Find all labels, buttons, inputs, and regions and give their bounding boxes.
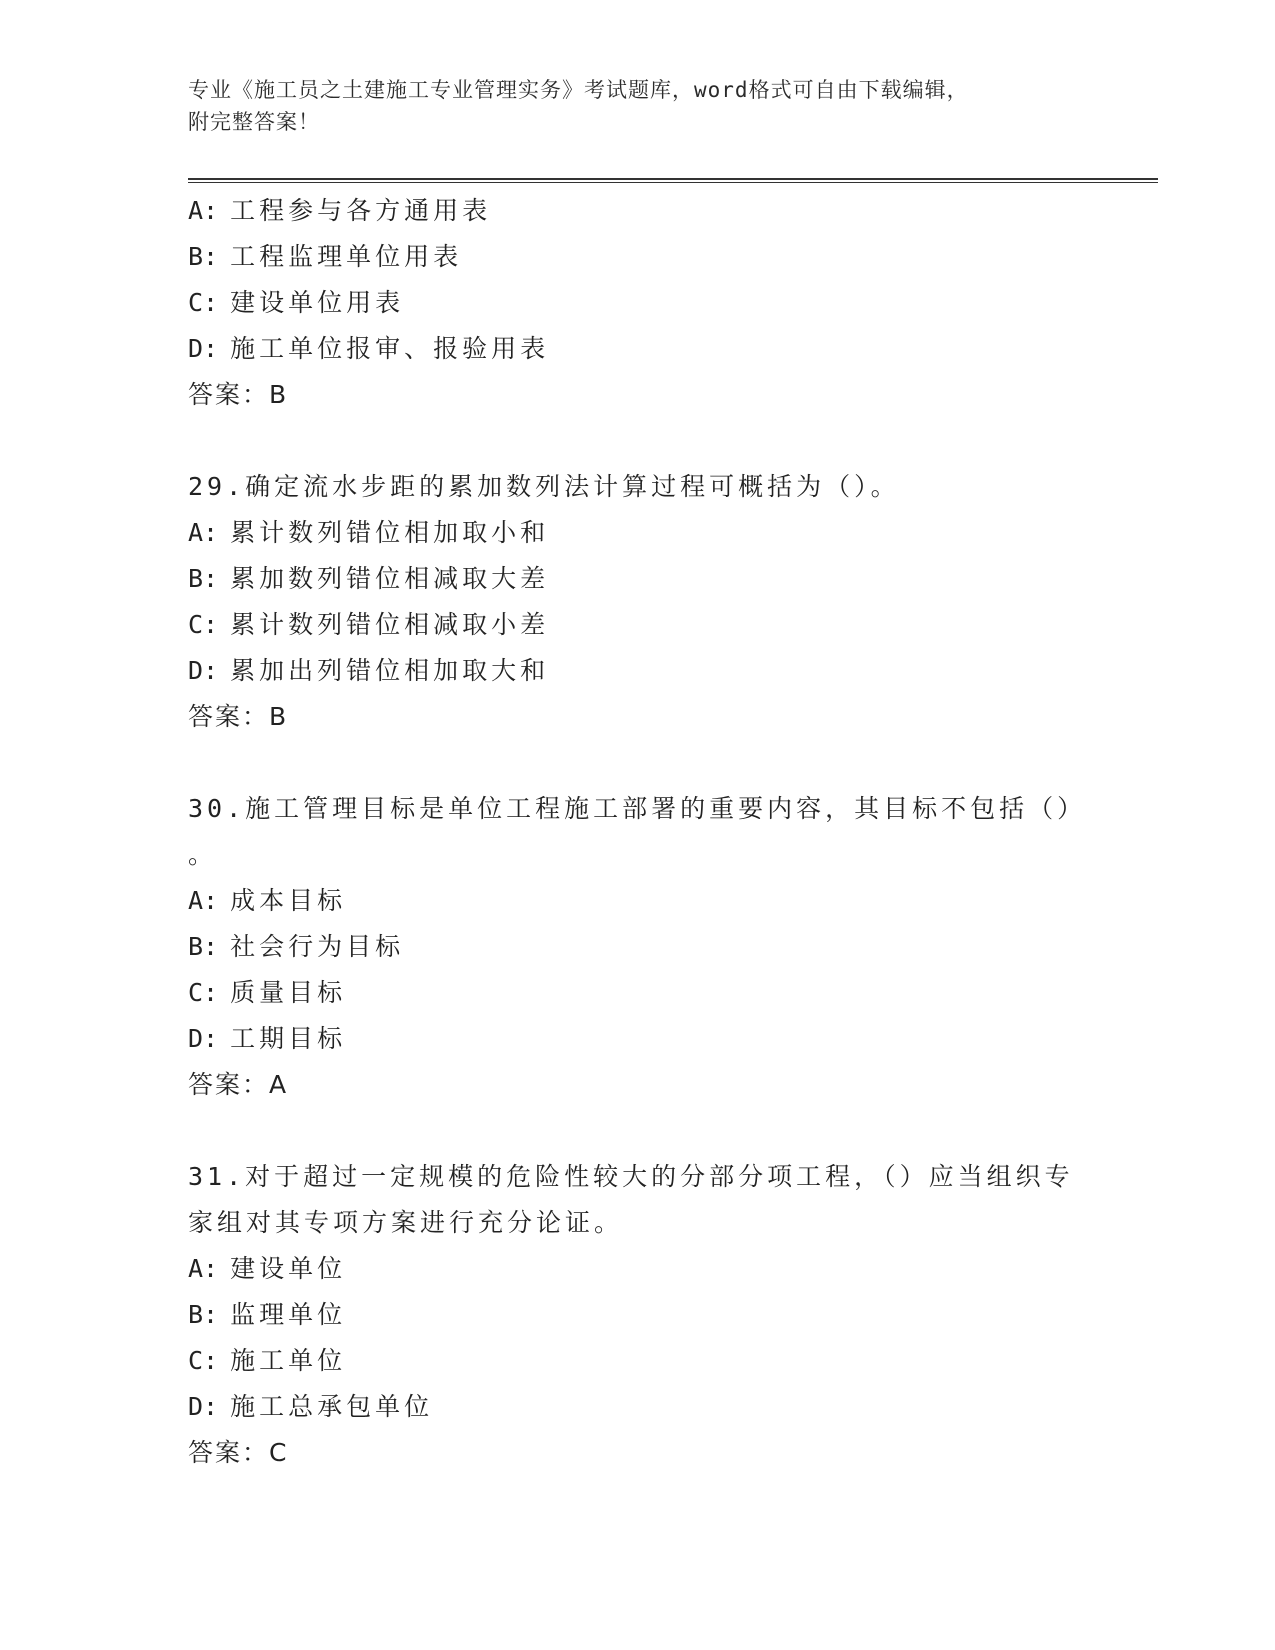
option-b: B: 社会行为目标	[188, 932, 405, 961]
answer-line: 答案：B	[188, 380, 288, 409]
option-d: D: 施工总承包单位	[188, 1392, 434, 1421]
question-stem: 30.施工管理目标是单位工程施工部署的重要内容，其目标不包括（）	[188, 794, 1087, 823]
question-stem: 31.对于超过一定规模的危险性较大的分部分项工程，（）应当组织专	[188, 1162, 1074, 1191]
option-c: C: 累计数列错位相减取小差	[188, 610, 550, 639]
question-31	[188, 1154, 1074, 1476]
question-29	[188, 464, 1068, 740]
option-a: A: 工程参与各方通用表	[188, 196, 492, 225]
question-stem: 29.确定流水步距的累加数列法计算过程可概括为（）。	[188, 472, 900, 501]
question-stem-continued: 家组对其专项方案进行充分论证。	[188, 1208, 624, 1237]
option-c: C: 施工单位	[188, 1346, 347, 1375]
answer-line: 答案：B	[188, 702, 288, 731]
option-a: A: 累计数列错位相加取小和	[188, 518, 550, 547]
option-a: A: 成本目标	[188, 886, 347, 915]
question-28-continued	[188, 188, 1068, 418]
option-a: A: 建设单位	[188, 1254, 347, 1283]
header-line-2: 附完整答案！	[188, 110, 320, 134]
option-b: B: 工程监理单位用表	[188, 242, 463, 271]
option-d: D: 工期目标	[188, 1024, 347, 1053]
header-line-1: 专业《施工员之土建施工专业管理实务》考试题库，word格式可自由下载编辑，	[188, 78, 969, 102]
document-body	[188, 188, 1087, 1522]
answer-line: 答案：C	[188, 1438, 288, 1467]
option-b: B: 监理单位	[188, 1300, 347, 1329]
header-divider	[188, 178, 1158, 183]
document-page	[188, 0, 1158, 1650]
question-30	[188, 786, 1087, 1108]
option-c: C: 质量目标	[188, 978, 347, 1007]
question-stem-continued: 。	[188, 840, 218, 869]
document-header	[188, 74, 1068, 138]
option-c: C: 建设单位用表	[188, 288, 405, 317]
option-b: B: 累加数列错位相减取大差	[188, 564, 550, 593]
option-d: D: 累加出列错位相加取大和	[188, 656, 550, 685]
option-d: D: 施工单位报审、报验用表	[188, 334, 550, 363]
answer-line: 答案：A	[188, 1070, 288, 1099]
